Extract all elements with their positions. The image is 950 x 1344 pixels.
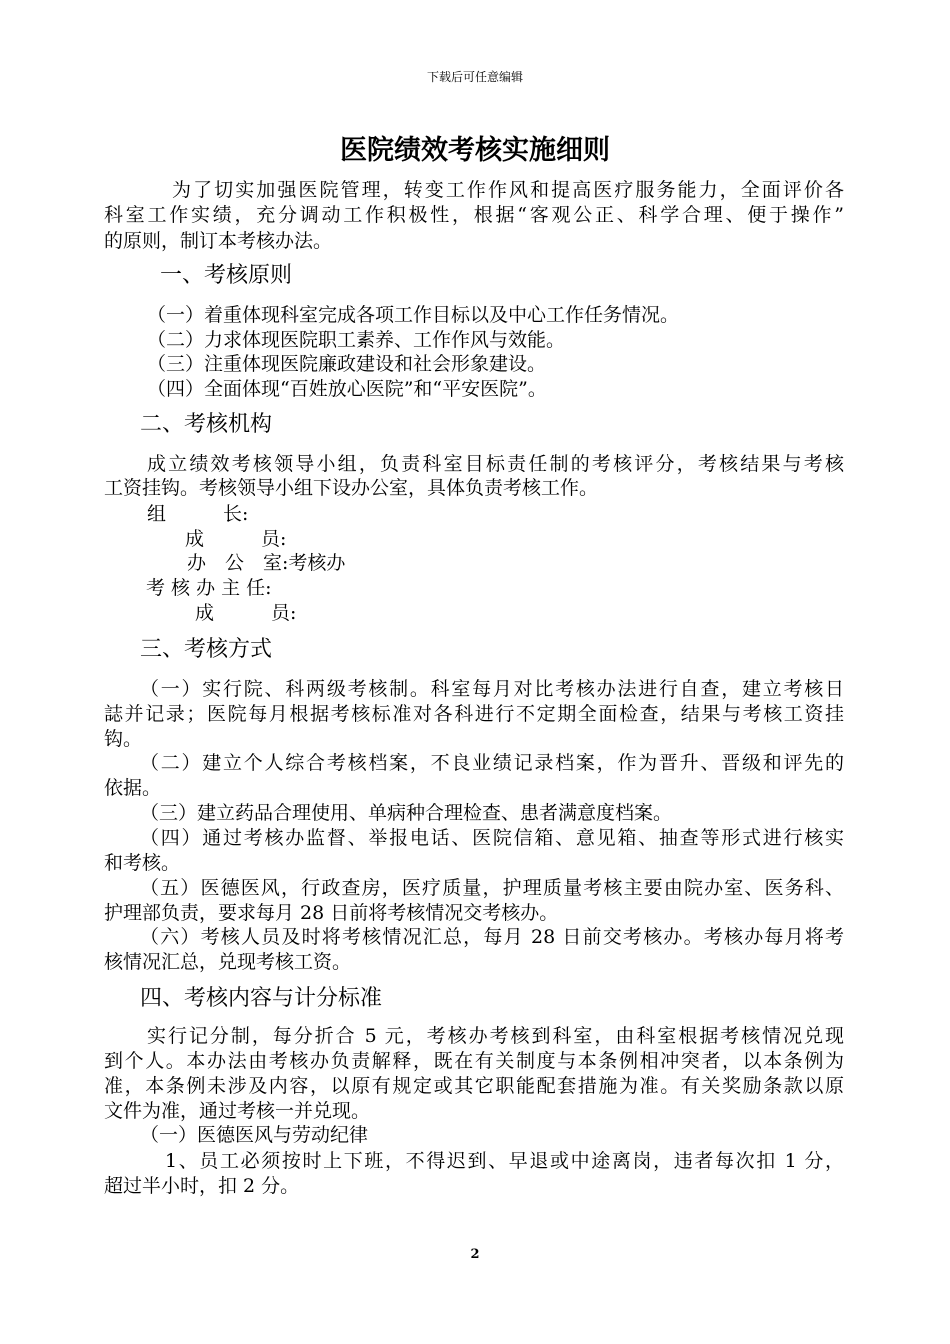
section-heading-methods: 三、考核方式 bbox=[140, 637, 273, 662]
method-line-2: 誌并记录；医院每月根据考核标准对各科进行不定期全面检查，结果与考核工资挂 bbox=[104, 703, 844, 725]
content-line-3: 准，本条例未涉及内容，以原有规定或其它职能配套措施为准。有关奖励条款以原 bbox=[104, 1075, 844, 1097]
page-number: 2 bbox=[470, 1247, 480, 1262]
page-header-note: 下载后可任意编辑 bbox=[426, 70, 523, 84]
intro-line-2: 科室工作实绩，充分调动工作积极性，根据“客观公正、科学合理、便于操作” bbox=[104, 204, 844, 226]
organization-para-line-2: 工资挂钩。考核领导小组下设办公室，具体负责考核工作。 bbox=[104, 477, 599, 499]
document-title: 医院绩效考核实施细则 bbox=[340, 135, 610, 166]
content-line-2: 到个人。本办法由考核办负责解释，既在有关制度与本条例相冲突者，以本条例为 bbox=[104, 1050, 844, 1072]
method-line-8: 和考核。 bbox=[104, 852, 181, 874]
method-line-7: （四）通过考核办监督、举报电话、医院信箱、意见箱、抽查等形式进行核实 bbox=[140, 827, 844, 849]
principle-item-1: （一）着重体现科室完成各项工作目标以及中心工作任务情况。 bbox=[147, 304, 680, 326]
section-heading-content: 四、考核内容与计分标准 bbox=[140, 986, 383, 1011]
section-heading-organization: 二、考核机构 bbox=[140, 412, 273, 437]
org-members-label: 成 员: bbox=[185, 528, 287, 550]
content-line-4: 文件为准，通过考核一并兑现。 bbox=[104, 1100, 371, 1122]
content-subheading-ethics: （一）医德医风与劳动纪律 bbox=[140, 1124, 369, 1146]
content-line-1: 实行记分制，每分折合 5 元，考核办考核到科室，由科室根据考核情况兑现 bbox=[147, 1025, 844, 1047]
method-line-11: （六）考核人员及时将考核情况汇总，每月 28 日前交考核办。考核办每月将考 bbox=[140, 926, 844, 948]
org-members-label-2: 成 员: bbox=[195, 602, 297, 624]
method-line-1: （一）实行院、科两级考核制。科室每月对比考核办法进行自查，建立考核日 bbox=[140, 678, 844, 700]
principle-item-3: （三）注重体现医院廉政建设和社会形象建设。 bbox=[147, 353, 547, 375]
method-line-6: （三）建立药品合理使用、单病种合理检查、患者满意度档案。 bbox=[140, 802, 673, 824]
org-leader-label: 组 长: bbox=[147, 503, 249, 525]
organization-para-line-1: 成立绩效考核领导小组，负责科室目标责任制的考核评分，考核结果与考核 bbox=[147, 453, 844, 475]
intro-line-1: 为了切实加强医院管理，转变工作作风和提高医疗服务能力，全面评价各 bbox=[172, 179, 844, 201]
intro-line-3: 的原则，制订本考核办法。 bbox=[104, 230, 333, 252]
principle-item-2: （二）力求体现医院职工素养、工作作风与效能。 bbox=[147, 329, 566, 351]
content-line-6: 1、员工必须按时上下班，不得迟到、早退或中途离岗，违者每次扣 1 分， bbox=[165, 1150, 844, 1172]
method-line-3: 钩。 bbox=[104, 728, 143, 750]
section-heading-principles: 一、考核原则 bbox=[160, 263, 293, 288]
method-line-9: （五）医德医风，行政查房，医疗质量，护理质量考核主要由院办室、医务科、 bbox=[140, 877, 844, 899]
org-director-label: 考 核 办 主 任: bbox=[146, 577, 272, 599]
principle-item-4: （四）全面体现“百姓放心医院”和“平安医院”。 bbox=[147, 378, 547, 400]
method-line-5: 依据。 bbox=[104, 777, 162, 799]
org-office-label: 办 公 室: bbox=[187, 552, 289, 574]
method-line-10: 护理部负责，要求每月 28 日前将考核情况交考核办。 bbox=[104, 902, 559, 924]
method-line-12: 核情况汇总，兑现考核工资。 bbox=[104, 951, 352, 973]
org-office-row bbox=[187, 551, 345, 575]
method-line-4: （二）建立个人综合考核档案，不良业绩记录档案，作为晋升、晋级和评先的 bbox=[140, 752, 844, 774]
org-office-value: 考核办 bbox=[288, 552, 346, 574]
content-line-7: 超过半小时，扣 2 分。 bbox=[104, 1175, 300, 1197]
